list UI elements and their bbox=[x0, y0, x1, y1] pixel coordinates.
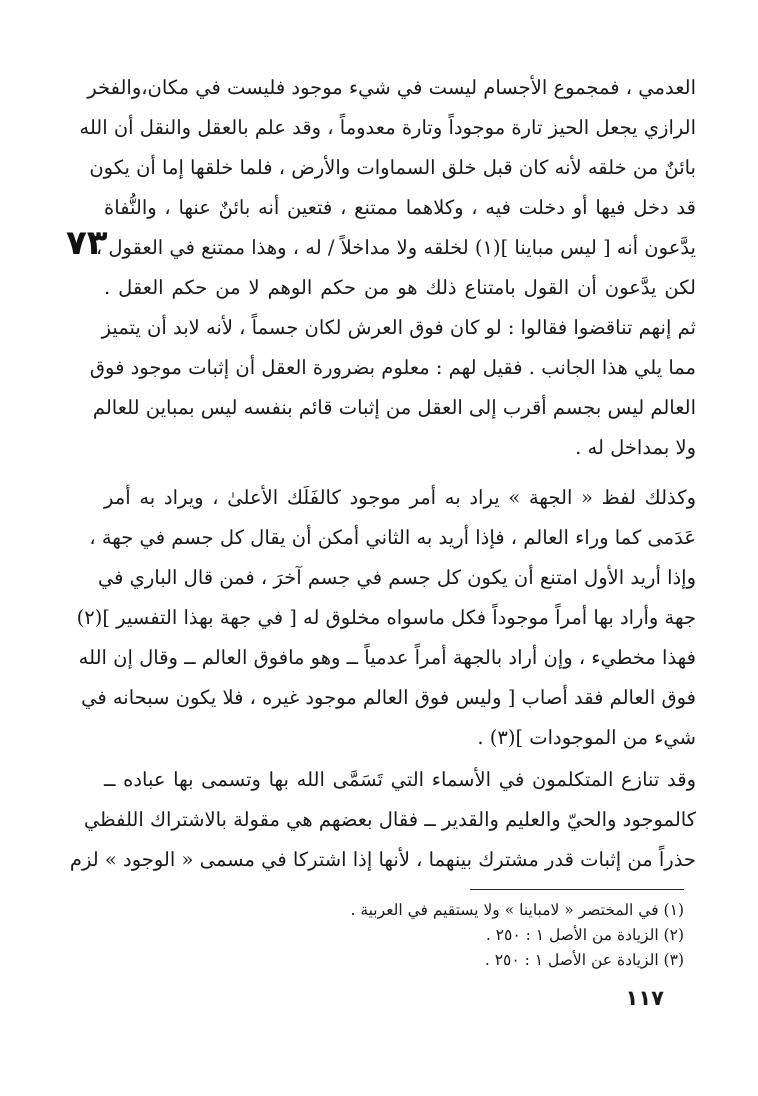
footnotes bbox=[280, 898, 684, 973]
text-line: لكن يدَّعون أن القول بامتناع ذلك هو من حكم الوهم لا من حكم العقل . bbox=[104, 276, 696, 299]
text-line: العدمي ، فمجموع الأجسام ليست في شيء موجود فليست في مكان،والفخر bbox=[87, 76, 696, 99]
text-line: عَدَمى كما وراء العالم ، فإذا أريد به الثاني أمكن أن يقال كل جسم في جهة ، bbox=[89, 526, 696, 549]
text-line: الرازي يجعل الحيز تارة موجوداً وتارة معدوماً ، وقد علم بالعقل والنقل أن الله bbox=[79, 116, 696, 139]
text-line: حذراً من إثبات قدر مشترك بينهما ، لأنها إذا اشتركا في مسمى « الوجود » لزم bbox=[69, 848, 696, 871]
footnote-divider bbox=[470, 889, 684, 890]
text-line: فهذا مخطيء ، وإن أراد بالجهة أمراً عدمياً ــ وهو مافوق العالم ــ وقال إن الله bbox=[78, 646, 696, 669]
footnote-2: (٢) الزيادة من الأصل ١ : ٢٥٠ . bbox=[485, 926, 684, 944]
text-line: وكذلك لفظ « الجهة » يراد به أمر موجود كالفَلَك الأعلىٰ ، ويراد به أمر bbox=[104, 486, 696, 509]
paragraph-2 bbox=[76, 478, 696, 758]
text-line: بائنٌ من خلقه لأنه كان قبل خلق السماوات والأرض ، فلما خلقها إما أن يكون bbox=[89, 156, 696, 179]
text-line: جهة وأراد بها أمراً موجوداً فكل ماسواه مخلوق له [ في جهة بهذا التفسير ](٢) bbox=[76, 606, 696, 629]
text-line: مما يلي هذا الجانب . فقيل لهم : معلوم بضرورة العقل أن إثبات موجود فوق bbox=[89, 356, 696, 379]
text-line: العالم ليس بجسم أقرب إلى العقل من إثبات قائم بنفسه ليس بمباين للعالم bbox=[92, 396, 696, 419]
text-line: قد دخل فيها أو دخلت فيه ، وكلاهما ممتنع ، فتعين أنه بائنٌ عنها ، والنُّفاة bbox=[104, 196, 696, 219]
footnote-3: (٣) الزيادة عن الأصل ١ : ٢٥٠ . bbox=[484, 951, 684, 969]
text-line: وإذا أريد الأول امتنع أن يكون كل جسم في جسم آخرَ ، فمن قال الباري في bbox=[97, 566, 696, 589]
margin-page-reference: ٧٣ bbox=[66, 223, 108, 263]
text-line: ثم إنهم تناقضوا فقالوا : لو كان فوق العرش لكان جسماً ، لأنه لابد أن يتميز bbox=[101, 316, 696, 339]
page-number: ١١٧ bbox=[625, 986, 664, 1010]
footnote-1: (١) في المختصر « لامباينا » ولا يستقيم في العربية . bbox=[350, 901, 684, 919]
text-line: وقد تنازع المتكلمون في الأسماء التي تَسَمَّى الله بها وتسمى بها عباده ــ bbox=[104, 768, 696, 791]
paragraph-3 bbox=[69, 760, 696, 880]
text-line: يدَّعون أنه [ ليس مباينا ](١) لخلقه ولا مداخلاً / له ، وهذا ممتنع في العقول ، bbox=[95, 236, 696, 259]
text-line: ولا بمداخل له . bbox=[575, 436, 696, 459]
text-line: كالموجود والحيّ والعليم والقدير ــ فقال بعضهم هي مقولة بالاشتراك اللفظي bbox=[83, 808, 696, 831]
text-line: شيء من الموجودات ](٣) . bbox=[477, 726, 696, 749]
text-line: فوق العالم فقد أصاب [ وليس فوق العالم موجود غيره ، فلا يكون سبحانه في bbox=[81, 686, 696, 709]
